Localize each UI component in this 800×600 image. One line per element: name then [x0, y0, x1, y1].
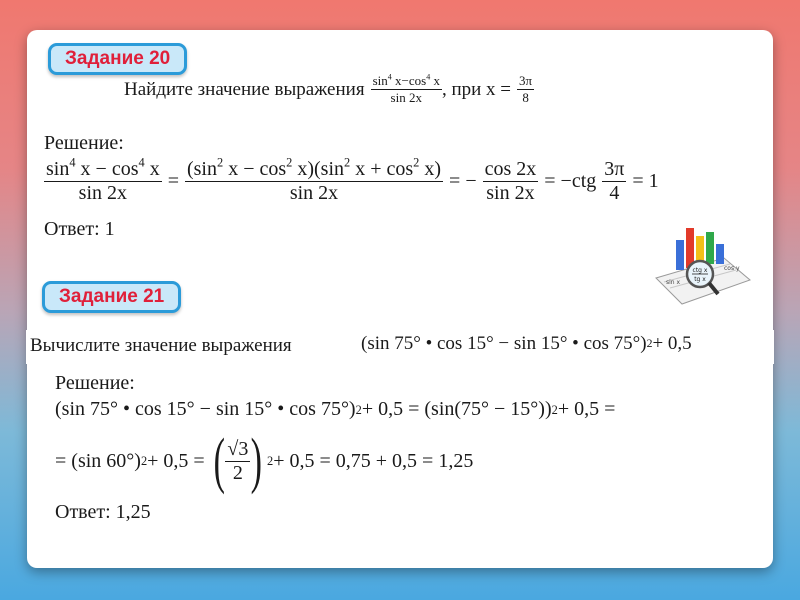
task-21-answer: Ответ: 1,25	[55, 501, 151, 523]
svg-text:tg x: tg x	[694, 276, 706, 283]
task-20-badge: Задание 20	[48, 43, 187, 75]
task-21-sqrt-fraction: $\frac{√3}{2}$	[227, 437, 249, 484]
task-20-step3-prefix: = −	[449, 170, 477, 192]
task-20-expression-fraction: $\frac{\sin^4 x-\cos^4 x}{\sin 2x}$	[372, 72, 440, 105]
open-paren: (	[213, 427, 225, 495]
task-20-prompt	[124, 73, 534, 106]
task-20-solution-line	[44, 155, 659, 205]
task-21-solution-label: Решение:	[55, 372, 135, 394]
task-20-result: = 1	[632, 170, 659, 192]
task-21-expression: (sin 75° • cos 15° − sin 15° • cos 75°) 2 + 0,5	[361, 333, 692, 354]
svg-text:sin x: sin x	[666, 279, 681, 286]
svg-text:cos y: cos y	[724, 265, 740, 272]
task-21-solution-line-1: (sin 75° • cos 15° − sin 15° • cos 75°) 2 + 0,5 = (sin(75° − 15°)) 2 + 0,5 =	[55, 398, 616, 420]
trig-chart-magnifier-icon	[652, 222, 752, 306]
task-20-step3-fraction: $\frac{\cos 2x}{\sin 2x}$	[484, 158, 537, 204]
svg-text:ctg x: ctg x	[692, 267, 708, 274]
task-20-step1-fraction: $\frac{\sin^4 x - \cos^4 x}{\sin 2x}$	[46, 155, 160, 204]
task-21-badge: Задание 21	[42, 281, 181, 313]
task-20-condition: , при x =	[441, 78, 512, 100]
task-21-solution-line-2: = (sin 60°) 2 + 0,5 = ( $\frac{√3}{2}$ ) 2 + 0,5 = 0,75 + 0,5 = 1,25	[55, 427, 474, 495]
task-20-step2-fraction: $\frac{(\sin^2 x - \cos^2 x)(\sin^2 x + \cos^2 x)}{\sin 2x}$	[186, 155, 442, 204]
task-20-solution-label: Решение:	[44, 132, 124, 154]
task-20-prompt-text: Найдите значение выражения	[124, 78, 365, 100]
task-20-step4-prefix: = −ctg	[544, 170, 597, 192]
equals-sign: =	[167, 170, 179, 192]
task-20-x-fraction: $\frac{3\pi}{8}$	[519, 73, 533, 105]
task-20-step4-fraction: $\frac{3\pi}{4}$	[604, 158, 625, 204]
task-20-answer: Ответ: 1	[44, 218, 115, 240]
task-21-prompt: Вычислите значение выражения	[30, 335, 292, 356]
close-paren: )	[250, 427, 263, 495]
